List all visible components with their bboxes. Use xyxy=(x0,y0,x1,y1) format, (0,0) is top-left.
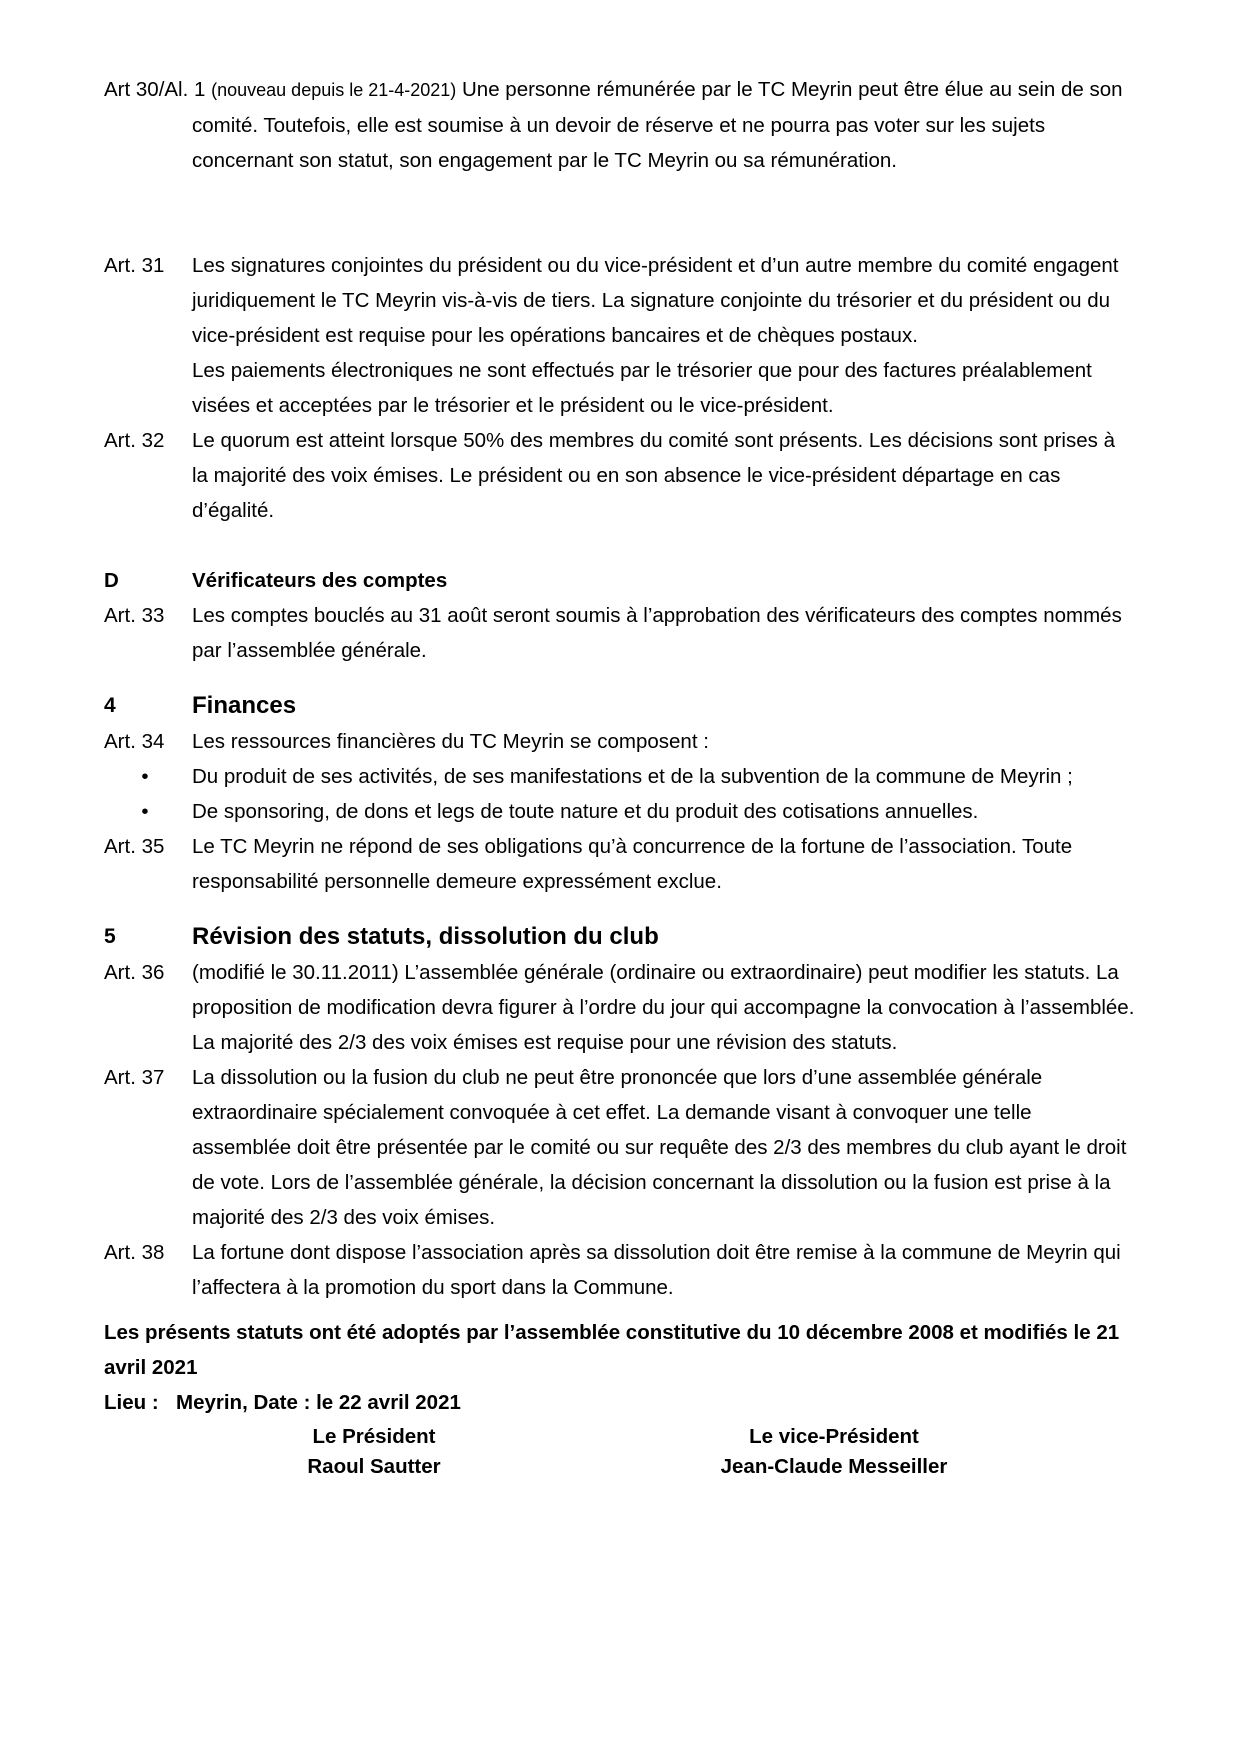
article-38-text: La fortune dont dispose l’association après sa dissolution doit être remise à la commune de Meyrin qui l’affectera à la promotion du sport dans la Commune. xyxy=(192,1241,1121,1299)
article-37-text: La dissolution ou la fusion du club ne peut être prononcée que lors d’une assemblée générale extraordinaire spécialement convoquée à cet effet. La demande visant à convoquer une telle assemblée doit être présentée par le comité ou sur requête des 2/3 des membres du club ayant le droit de vote. Lors de l’assemblée générale, la décision concernant la dissolution ou la fusion est prise à la majorité des 2/3 des voix émises. xyxy=(192,1066,1127,1229)
article-32 xyxy=(104,423,1136,528)
section-4-heading xyxy=(104,688,1136,724)
place-date-line xyxy=(104,1385,1136,1420)
list-item-text: Du produit de ses activités, de ses manifestations et de la subvention de la commune de Meyrin ; xyxy=(192,765,1073,788)
signature-vice-president xyxy=(644,1422,1024,1482)
article-31-paragraph-2: Les paiements électroniques ne sont effectués par le trésorier que pour des factures préalablement visées et acceptées par le trésorier et le président ou le vice-président. xyxy=(192,359,1092,417)
bullet-icon: • xyxy=(141,800,149,823)
article-34-text: Les ressources financières du TC Meyrin se composent : xyxy=(192,730,709,753)
article-33-label: Art. 33 xyxy=(104,604,165,627)
article-30 xyxy=(104,72,1136,178)
article-33 xyxy=(104,598,1136,668)
article-36-label: Art. 36 xyxy=(104,961,165,984)
adoption-statement: Les présents statuts ont été adoptés par l’assemblée constitutive du 10 décembre 2008 et modifiés le 21 avril 2021 xyxy=(104,1321,1120,1379)
section-d-label: D xyxy=(104,569,119,592)
article-32-text: Le quorum est atteint lorsque 50% des membres du comité sont présents. Les décisions sont prises à la majorité des voix émises. Le président ou en son absence le vice-président départage en cas d’égalité. xyxy=(192,429,1115,522)
article-37 xyxy=(104,1060,1136,1235)
president-role: Le Président xyxy=(312,1425,436,1448)
article-34 xyxy=(104,724,1136,759)
list-item-text: De sponsoring, de dons et legs de toute nature et du produit des cotisations annuelles. xyxy=(192,800,979,823)
article-30-label: Art 30/Al. 1 xyxy=(104,78,206,101)
signature-block xyxy=(104,1422,1136,1482)
article-36 xyxy=(104,955,1136,1060)
section-d-heading xyxy=(104,563,1136,598)
bullet-icon: • xyxy=(141,765,149,788)
article-31-label: Art. 31 xyxy=(104,254,165,277)
section-5-label: 5 xyxy=(104,925,116,948)
section-4-label: 4 xyxy=(104,694,116,717)
article-32-label: Art. 32 xyxy=(104,429,165,452)
section-5-heading xyxy=(104,919,1136,955)
article-35-text: Le TC Meyrin ne répond de ses obligations qu’à concurrence de la fortune de l’association. Toute responsabilité personnelle demeure expressément exclue. xyxy=(192,835,1073,893)
article-31 xyxy=(104,248,1136,423)
president-name: Raoul Sautter xyxy=(307,1455,441,1478)
list-item xyxy=(104,794,1136,829)
article-35 xyxy=(104,829,1136,899)
section-5-title: Révision des statuts, dissolution du club xyxy=(192,923,659,950)
article-33-text: Les comptes bouclés au 31 août seront soumis à l’approbation des vérificateurs des comptes nommés par l’assemblée générale. xyxy=(192,604,1122,662)
list-item xyxy=(104,759,1136,794)
section-4-title: Finances xyxy=(192,692,297,719)
article-38-label: Art. 38 xyxy=(104,1241,165,1264)
signature-president xyxy=(184,1422,564,1482)
article-35-label: Art. 35 xyxy=(104,835,165,858)
article-30-text: Une personne rémunérée par le TC Meyrin peut être élue au sein de son comité. Toutefois, elle est soumise à un devoir de réserve et ne pourra pas voter sur les sujets concernant son statut, son engagement par le TC Meyrin ou sa rémunération. xyxy=(192,78,1123,172)
vice-president-name: Jean-Claude Messeiller xyxy=(720,1455,948,1478)
article-34-label: Art. 34 xyxy=(104,730,165,753)
vice-president-role: Le vice-Président xyxy=(749,1425,919,1448)
place-date-value: Meyrin, Date : le 22 avril 2021 xyxy=(176,1391,461,1414)
article-38 xyxy=(104,1235,1136,1305)
article-37-label: Art. 37 xyxy=(104,1066,165,1089)
article-31-paragraph-1: Les signatures conjointes du président ou du vice-président et d’un autre membre du comité engagent juridiquement le TC Meyrin vis-à-vis de tiers. La signature conjointe du trésorier et du président ou du vice-président est requise pour les opérations bancaires et de chèques postaux. xyxy=(192,254,1119,347)
place-label: Lieu : xyxy=(104,1391,159,1414)
article-30-note: (nouveau depuis le 21-4-2021) xyxy=(211,80,457,100)
section-d-title: Vérificateurs des comptes xyxy=(192,569,448,592)
article-36-text: (modifié le 30.11.2011) L’assemblée générale (ordinaire ou extraordinaire) peut modifier les statuts. La proposition de modification devra figurer à l’ordre du jour qui accompagne la convocation à l’assemblée. La majorité des 2/3 des voix émises est requise pour une révision des statuts. xyxy=(192,961,1135,1054)
